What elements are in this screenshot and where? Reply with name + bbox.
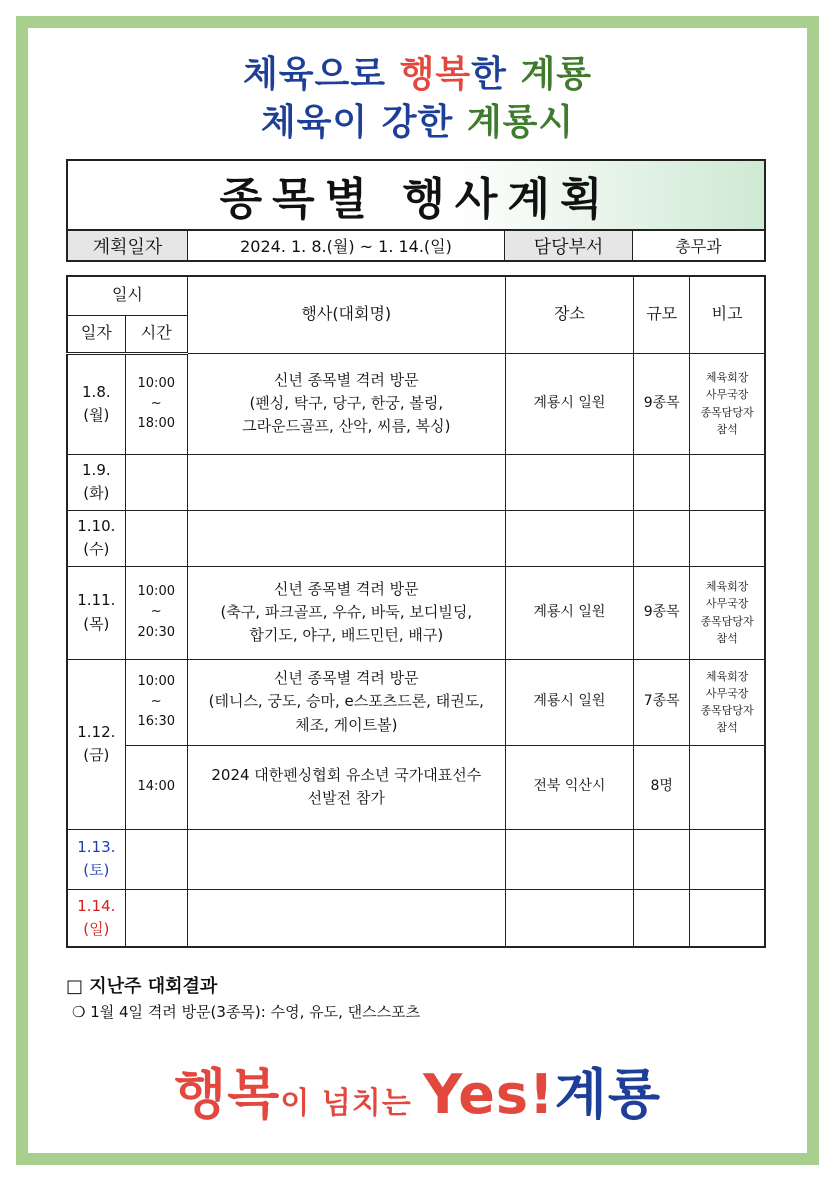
summary-heading: □ 지난주 대회결과 [66,976,218,997]
date-cell: 1.9. (화) [67,454,125,510]
date-cell: 1.8. (월) [67,353,125,454]
note-cell: 체육회장 사무국장 종목담당자 참석 [690,353,765,454]
event-cell: 신년 종목별 격려 방문 (축구, 파크골프, 우슈, 바둑, 보디빌딩, 합기도, 야구, 배드민턴, 배구) [187,566,505,659]
table-row [67,353,765,454]
header-event: 행사(대회명) [187,276,505,353]
header-place: 장소 [505,276,633,353]
event-cell: 신년 종목별 격려 방문 (펜싱, 탁구, 당구, 한궁, 볼링, 그라운드골프, 산악, 씨름, 복싱) [187,353,505,454]
event-cell: 2024 대한펜싱협회 유소년 국가대표선수 선발전 참가 [187,745,505,829]
date-cell: 1.13. (토) [67,829,125,889]
table-subrow [67,745,765,829]
header-note: 비고 [690,276,765,353]
summary-item: ❍ 1월 4일 격려 방문(3종목): 수영, 유도, 댄스스포츠 [72,1003,421,1021]
table-row [67,510,765,566]
note-cell: 체육회장 사무국장 종목담당자 참석 [690,659,765,745]
time-cell: 10:00 ~ 16:30 [125,659,187,745]
header-time: 시간 [125,315,187,353]
date-cell: 1.10. (수) [67,510,125,566]
header-datetime: 일시 [67,276,187,315]
event-cell: 신년 종목별 격려 방문 (테니스, 궁도, 승마, e스포츠드론, 태권도, 체조, 게이트볼) [187,659,505,745]
note-cell: 체육회장 사무국장 종목담당자 참석 [690,566,765,659]
place-cell: 계룡시 일원 [505,659,633,745]
dept-value: 총무과 [675,237,722,256]
slogan-line-2: 체육이 강한 계룡시 [260,102,575,143]
plan-date-value: 2024. 1. 8.(월) ~ 1. 14.(일) [188,231,505,260]
date-cell: 1.12. (금) [67,659,125,829]
time-cell: 10:00 ~ 20:30 [125,566,187,659]
table-row [67,454,765,510]
scale-cell: 9종목 [634,566,690,659]
dept-label: 담당부서 [505,231,633,260]
table-row [67,889,765,947]
schedule-table [66,275,766,948]
plan-meta-row [66,231,766,262]
slogan-line-1: 체육으로 행복한 계룡 [242,54,593,95]
scale-cell: 7종목 [634,659,690,745]
time-cell: 14:00 [125,745,187,829]
header-date: 일자 [67,315,125,353]
table-header-row [67,276,765,315]
plan-date-label: 계획일자 [68,231,188,260]
scale-cell: 8명 [634,745,690,829]
table-row [67,566,765,659]
scale-cell: 9종목 [634,353,690,454]
date-cell: 1.14. (일) [67,889,125,947]
place-cell: 계룡시 일원 [505,566,633,659]
place-cell: 계룡시 일원 [505,353,633,454]
date-cell: 1.11. (목) [67,566,125,659]
footer-slogan: 행복이 넘치는 Yes!계룡 [173,1063,661,1126]
time-cell: 10:00 ~ 18:00 [125,353,187,454]
title-box [66,159,766,231]
header-scale: 규모 [634,276,690,353]
page-title: 종목별 행사계획 [219,174,613,225]
table-row [67,829,765,889]
table-row [67,659,765,745]
place-cell: 전북 익산시 [505,745,633,829]
